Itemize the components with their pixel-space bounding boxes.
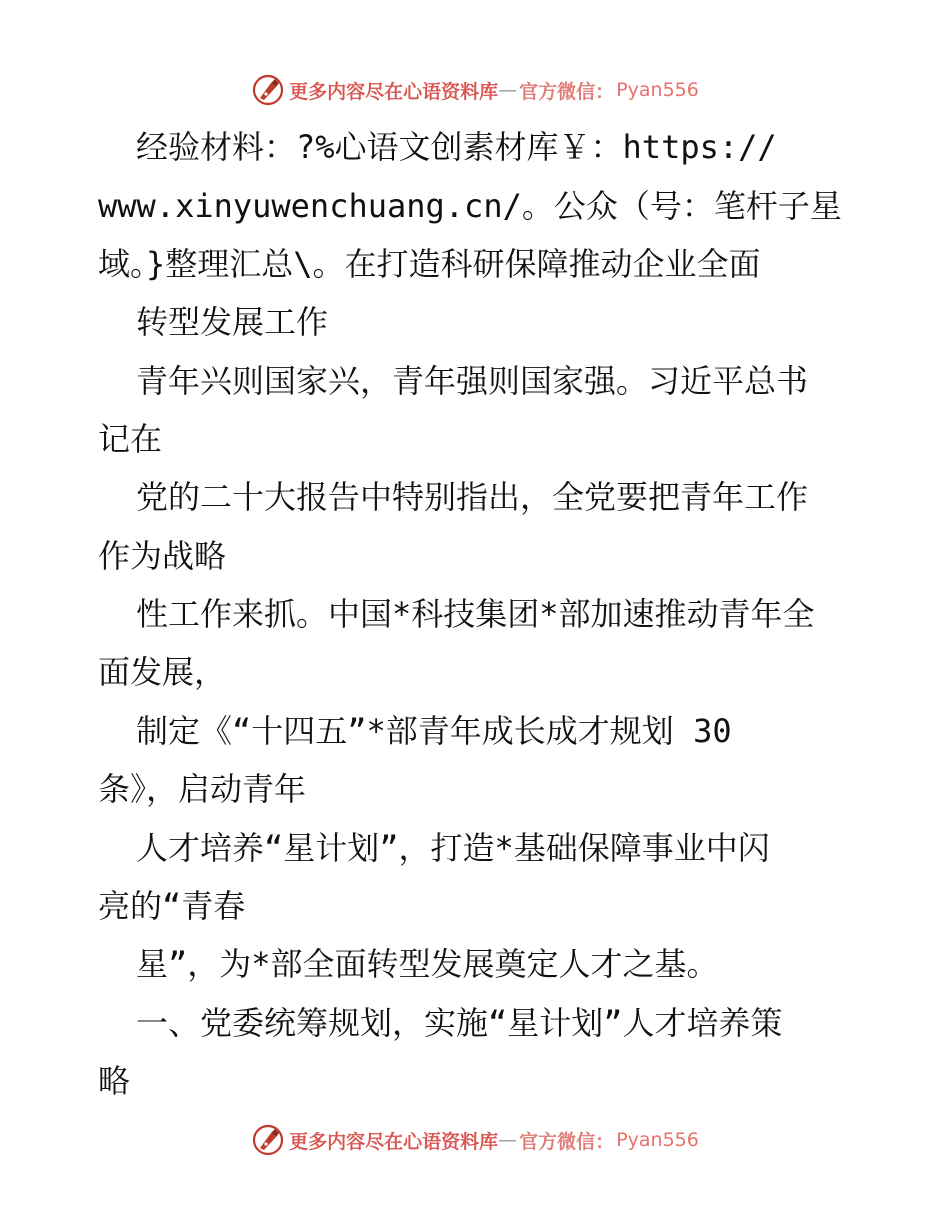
banner-wechat-id: Pyan556 bbox=[616, 1129, 699, 1151]
body-line: 亮的“青春 bbox=[98, 887, 246, 925]
header-banner bbox=[0, 70, 950, 110]
body-line: 制定《“十四五”*部青年成长成才规划 30 bbox=[136, 712, 732, 750]
pen-nib-logo-icon bbox=[251, 1123, 285, 1157]
banner-dash: — bbox=[498, 1129, 518, 1151]
pen-nib-logo-icon bbox=[251, 73, 285, 107]
body-line: 性工作来抓。中国*科技集团*部加速推动青年全 bbox=[136, 595, 815, 633]
body-line: 略 bbox=[98, 1062, 131, 1100]
body-line: 面发展， bbox=[98, 653, 227, 691]
body-line: 作为战略 bbox=[98, 537, 227, 575]
banner-lead-text: 更多内容尽在心语资料库 bbox=[289, 1130, 499, 1153]
body-line: 人才培养“星计划”，打造*基础保障事业中闪 bbox=[136, 829, 770, 867]
banner-dash: — bbox=[498, 79, 518, 101]
body-line: 青年兴则国家兴，青年强则国家强。习近平总书 bbox=[136, 362, 809, 400]
banner-official-label: 官方微信： bbox=[519, 1130, 615, 1153]
banner-lead-text: 更多内容尽在心语资料库 bbox=[289, 80, 499, 103]
banner-official-label: 官方微信： bbox=[519, 80, 615, 103]
banner-wechat-id: Pyan556 bbox=[616, 79, 699, 101]
body-line: 转型发展工作 bbox=[136, 303, 329, 341]
body-line: 域。}整理汇总\。在打造科研保障推动企业全面 bbox=[98, 245, 761, 283]
body-line: 经验材料：?%心语文创素材库￥：https:// bbox=[136, 128, 777, 166]
body-line: 星”，为*部全面转型发展奠定人才之基。 bbox=[136, 945, 719, 983]
body-line: www.xinyuwenchuang.cn/。公众（号：笔杆子星 bbox=[98, 187, 842, 225]
body-line: 记在 bbox=[98, 420, 163, 458]
body-line: 一、党委统筹规划，实施“星计划”人才培养策 bbox=[136, 1004, 783, 1042]
body-line: 条》，启动青年 bbox=[98, 770, 307, 808]
body-line: 党的二十大报告中特别指出，全党要把青年工作 bbox=[136, 478, 809, 516]
footer-banner bbox=[0, 1120, 950, 1160]
